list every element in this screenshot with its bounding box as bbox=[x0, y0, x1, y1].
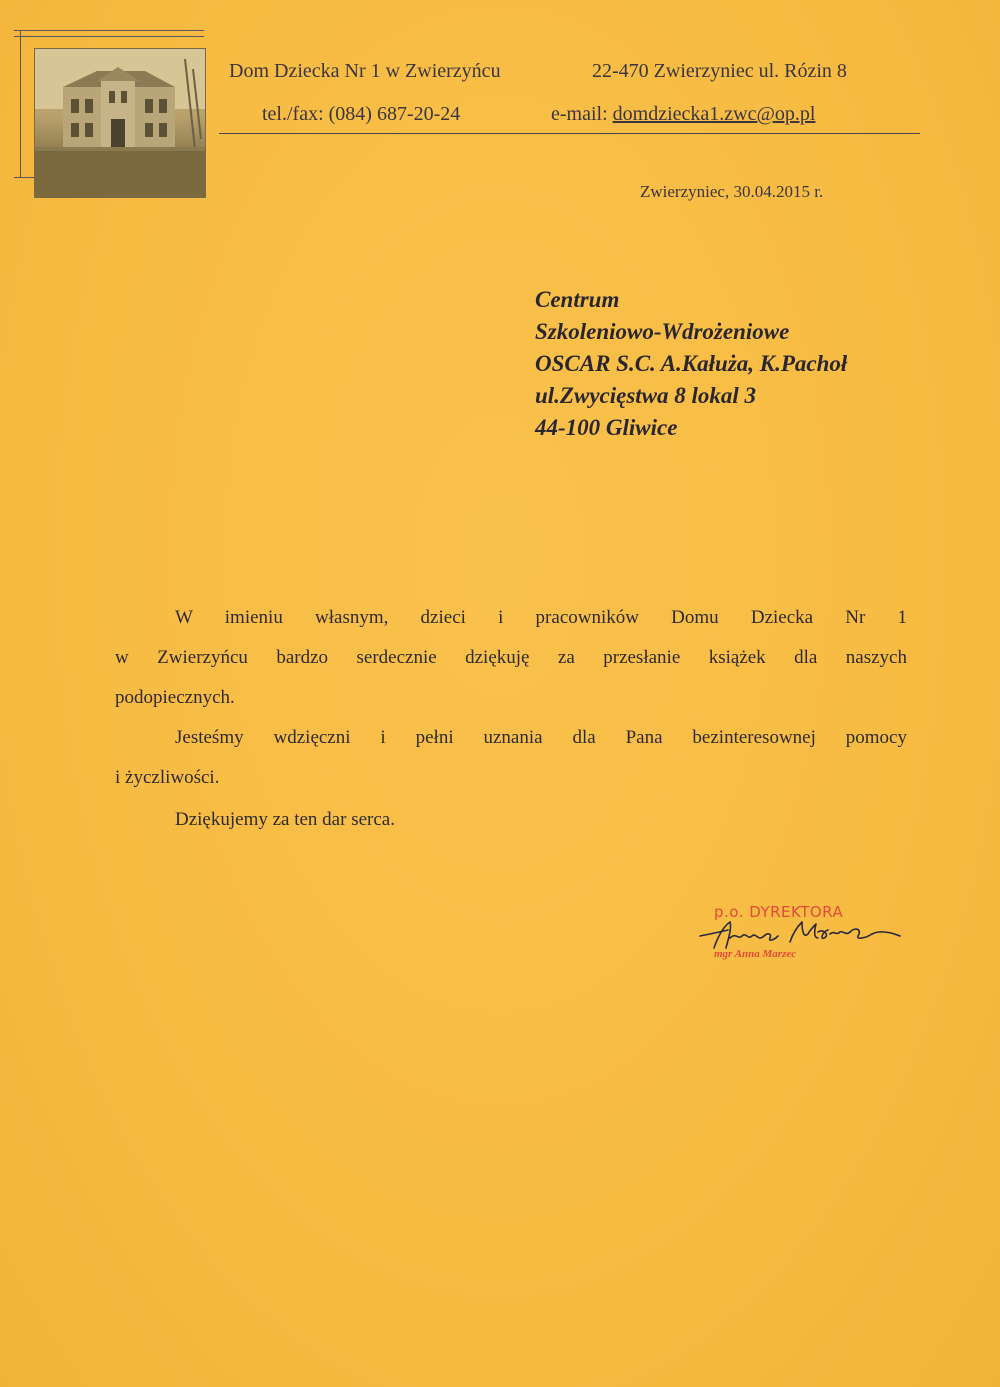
body-p1-line3: podopiecznych. bbox=[115, 687, 235, 708]
email-line bbox=[551, 103, 815, 126]
body-p1-line1: W imieniu własnym, dzieci i pracowników Domu Dziecka Nr 1 bbox=[175, 607, 907, 628]
recipient-line-2: Szkoleniowo-Wdrożeniowe bbox=[535, 319, 790, 344]
body-p2-line1: Jesteśmy wdzięczni i pełni uznania dla Pana bezinteresownej pomocy bbox=[175, 727, 907, 748]
building-photo bbox=[34, 48, 206, 198]
body-p2-line2: i życzliwości. bbox=[115, 767, 220, 788]
recipient-line-4: ul.Zwycięstwa 8 lokal 3 bbox=[535, 383, 757, 408]
email-link[interactable]: domdziecka1.zwc@op.pl bbox=[612, 103, 816, 125]
recipient-line-3: OSCAR S.C. A.Kałuża, K.Pachoł bbox=[535, 351, 848, 376]
recipient-address bbox=[535, 284, 847, 444]
recipient-line-5: 44-100 Gliwice bbox=[535, 415, 678, 440]
phone-fax: tel./fax: (084) 687-20-24 bbox=[262, 103, 461, 125]
body-p1-line2: w Zwierzyńcu bardzo serdecznie dziękuję za przesłanie książek dla naszych bbox=[115, 647, 907, 668]
signature-image bbox=[690, 914, 905, 956]
date-line: Zwierzyniec, 30.04.2015 r. bbox=[640, 182, 824, 201]
postal-address: 22-470 Zwierzyniec ul. Rózin 8 bbox=[592, 60, 847, 82]
stamp-title: p.o. DYREKTORA bbox=[714, 903, 844, 921]
body-p3-line1: Dziękujemy za ten dar serca. bbox=[175, 809, 395, 830]
email-label: e-mail: bbox=[551, 103, 613, 125]
letterhead-photo-block bbox=[14, 30, 204, 178]
org-name: Dom Dziecka Nr 1 w Zwierzyńcu bbox=[229, 60, 501, 82]
recipient-line-1: Centrum bbox=[535, 287, 620, 312]
stamp-name: mgr Anna Marzec bbox=[714, 948, 797, 960]
letterhead-divider bbox=[219, 133, 920, 134]
